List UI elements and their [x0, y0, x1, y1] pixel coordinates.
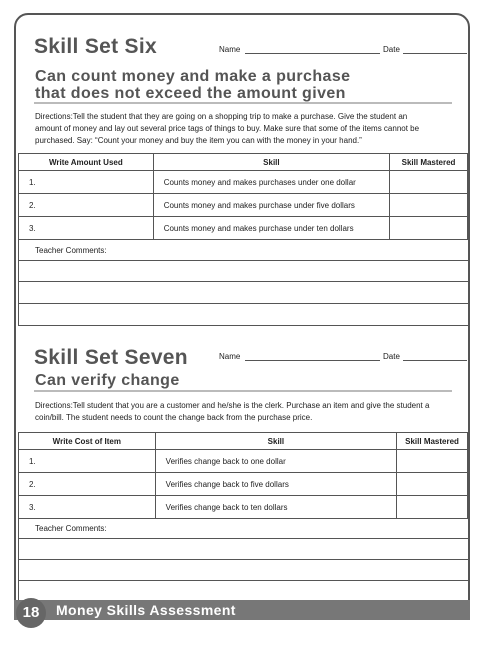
- table-row: [19, 450, 468, 473]
- skill-mastered-cell[interactable]: [390, 217, 468, 240]
- directions-line2: coin/bill. The student needs to count the change back from the purchase price.: [35, 413, 313, 422]
- column-header: Skill: [155, 433, 396, 450]
- date-label: Date: [383, 45, 400, 54]
- skill-text: Counts money and makes purchase under five dollars: [153, 194, 389, 217]
- comment-line: [19, 580, 468, 581]
- divider: [34, 390, 452, 392]
- column-header: Write Cost of Item: [19, 433, 156, 450]
- row-number[interactable]: 2.: [19, 473, 156, 496]
- table-row: [19, 171, 468, 194]
- section-title: Skill Set Six: [34, 35, 157, 58]
- comment-line: [19, 538, 468, 539]
- row-number[interactable]: 1.: [19, 171, 154, 194]
- skill-mastered-cell[interactable]: [397, 473, 468, 496]
- skill-mastered-cell[interactable]: [390, 171, 468, 194]
- skills-table: [18, 153, 468, 240]
- row-number[interactable]: 3.: [19, 217, 154, 240]
- table-row: [19, 496, 468, 519]
- name-label: Name: [219, 45, 241, 54]
- comment-line: [19, 281, 468, 282]
- directions-line2: amount of money and lay out several price tags of things to buy. Make sure that some of the items cannot be: [35, 124, 420, 133]
- skill-mastered-cell[interactable]: [397, 496, 468, 519]
- name-field[interactable]: [245, 53, 380, 54]
- column-header: Skill Mastered: [397, 433, 468, 450]
- comment-line: [19, 559, 468, 560]
- teacher-comments-box[interactable]: [18, 240, 469, 326]
- table-row: [19, 194, 468, 217]
- teacher-comments-box[interactable]: [18, 518, 469, 601]
- skill-subtitle-line2: that does not exceed the amount given: [35, 85, 346, 102]
- directions-line3: purchased. Say: “Count your money and buy the item you can with the money in your hand.”: [35, 136, 362, 145]
- skill-text: Verifies change back to one dollar: [155, 450, 396, 473]
- column-header: Skill: [153, 154, 389, 171]
- column-header: Write Amount Used: [19, 154, 154, 171]
- skill-text: Counts money and makes purchase under ten dollars: [153, 217, 389, 240]
- directions-line1: Directions:Tell the student that they are going on a shopping trip to make a purchase. Give the student an: [35, 112, 408, 121]
- skills-table: [18, 432, 468, 519]
- date-field[interactable]: [403, 53, 467, 54]
- skill-subtitle-line1: Can verify change: [35, 372, 180, 389]
- name-label: Name: [219, 352, 241, 361]
- skill-mastered-cell[interactable]: [390, 194, 468, 217]
- comment-line: [19, 260, 468, 261]
- teacher-comments-label: Teacher Comments:: [35, 246, 107, 255]
- skill-subtitle-line1: Can count money and make a purchase: [35, 68, 351, 85]
- table-row: [19, 473, 468, 496]
- directions-line1: Directions:Tell student that you are a customer and he/she is the clerk. Purchase an item and give the student a: [35, 401, 430, 410]
- skill-text: Verifies change back to five dollars: [155, 473, 396, 496]
- teacher-comments-label: Teacher Comments:: [35, 524, 107, 533]
- table-header-row: [19, 154, 468, 171]
- skill-text: Counts money and makes purchases under one dollar: [153, 171, 389, 194]
- column-header: Skill Mastered: [390, 154, 468, 171]
- date-label: Date: [383, 352, 400, 361]
- row-number[interactable]: 1.: [19, 450, 156, 473]
- footer-title: Money Skills Assessment: [56, 602, 236, 618]
- name-field[interactable]: [245, 360, 380, 361]
- comment-line: [19, 303, 468, 304]
- divider: [34, 102, 452, 104]
- row-number[interactable]: 3.: [19, 496, 156, 519]
- table-row: [19, 217, 468, 240]
- page-number: 18: [16, 598, 46, 628]
- table-header-row: [19, 433, 468, 450]
- row-number[interactable]: 2.: [19, 194, 154, 217]
- date-field[interactable]: [403, 360, 467, 361]
- section-title: Skill Set Seven: [34, 346, 188, 369]
- skill-mastered-cell[interactable]: [397, 450, 468, 473]
- skill-text: Verifies change back to ten dollars: [155, 496, 396, 519]
